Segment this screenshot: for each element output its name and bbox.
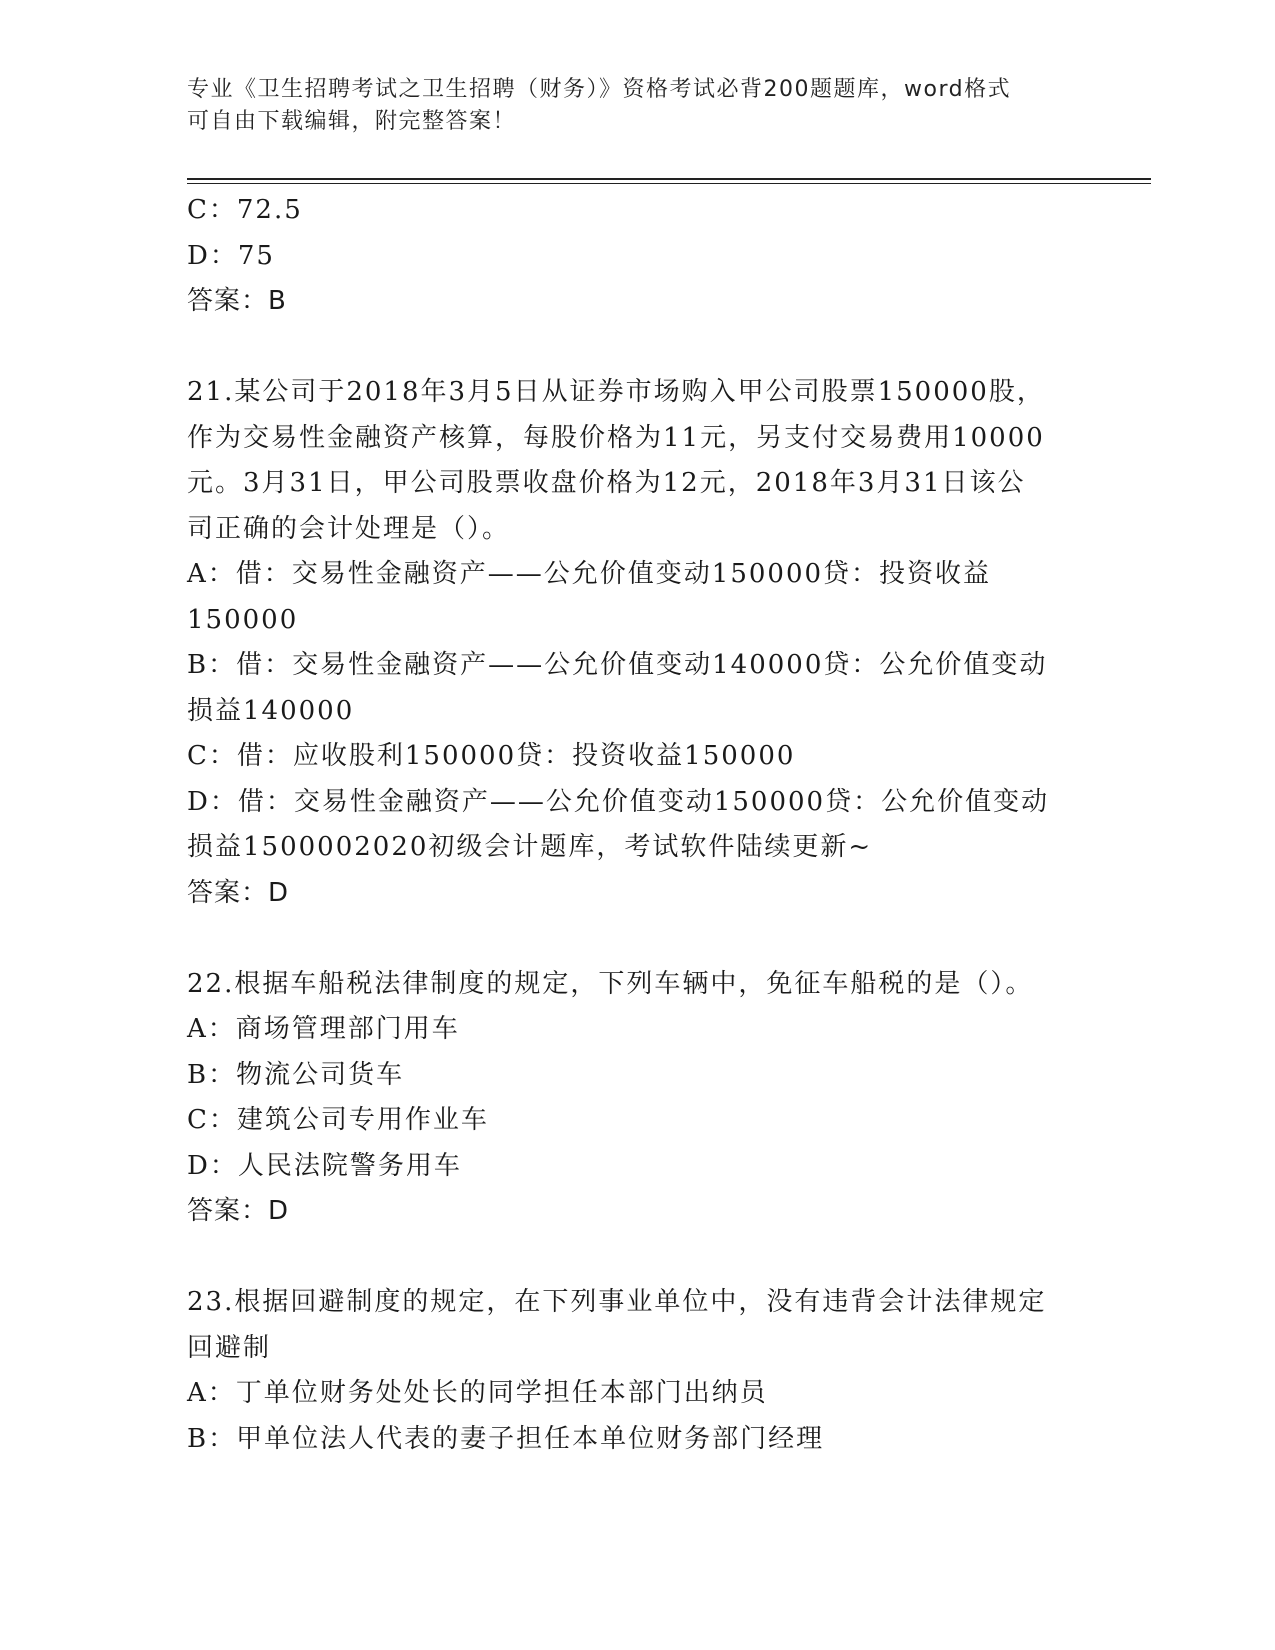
option-a-cont: 150000 [187, 604, 299, 635]
spacer [187, 1235, 1087, 1281]
question-23 [187, 1280, 1087, 1462]
header-divider-thin [187, 183, 1151, 184]
header-title-line-2: 可自由下载编辑，附完整答案！ [187, 109, 517, 134]
option-a: A：借：交易性金融资产——公允价值变动150000贷：投资收益 [187, 559, 992, 589]
question-22 [187, 962, 1087, 1235]
option-d: D：借：交易性金融资产——公允价值变动150000贷：公允价值变动 [187, 786, 1050, 817]
option-b: B：甲单位法人代表的妻子担任本单位财务部门经理 [187, 1423, 825, 1454]
option-c: C：借：应收股利150000贷：投资收益150000 [187, 741, 796, 771]
question-content [187, 188, 1087, 1462]
page-header [187, 74, 1067, 138]
question-stem-line: 22.根据车船税法律制度的规定，下列车辆中，免征车船税的是（）。 [187, 968, 1034, 999]
option-a: A：商场管理部门用车 [187, 1014, 460, 1044]
header-divider-thick [187, 178, 1151, 180]
option-c: C：建筑公司专用作业车 [187, 1105, 489, 1135]
option-d: D：人民法院警务用车 [187, 1150, 462, 1181]
option-b: B：借：交易性金融资产——公允价值变动140000贷：公允价值变动 [187, 650, 1048, 680]
answer: 答案：D [187, 877, 290, 908]
answer: 答案：B [187, 286, 287, 316]
answer: 答案：D [187, 1196, 290, 1226]
previous-question-tail [187, 188, 1087, 325]
option-d: D：75 [187, 240, 275, 271]
spacer [187, 325, 1087, 371]
question-stem-line: 21.某公司于2018年3月5日从证券市场购入甲公司股票150000股， [187, 377, 1045, 407]
question-stem-line: 作为交易性金融资产核算，每股价格为11元，另支付交易费用10000 [187, 422, 1045, 453]
question-stem-line: 元。3月31日，甲公司股票收盘价格为12元，2018年3月31日该公 [187, 468, 1026, 498]
question-stem-line: 23.根据回避制度的规定，在下列事业单位中，没有违背会计法律规定 [187, 1287, 1047, 1317]
option-a: A：丁单位财务处处长的同学担任本部门出纳员 [187, 1378, 768, 1408]
question-stem-line: 回避制 [187, 1332, 272, 1363]
question-stem-line: 司正确的会计处理是（）。 [187, 513, 511, 544]
header-title-line-1: 专业《卫生招聘考试之卫生招聘（财务）》资格考试必背200题题库，word格式 [187, 77, 1012, 102]
question-21 [187, 370, 1087, 916]
spacer [187, 916, 1087, 962]
option-c: C：72.5 [187, 195, 303, 225]
option-d-cont: 损益1500002020初级会计题库，考试软件陆续更新~ [187, 832, 873, 862]
option-b: B：物流公司货车 [187, 1059, 405, 1090]
option-b-cont: 损益140000 [187, 695, 355, 726]
